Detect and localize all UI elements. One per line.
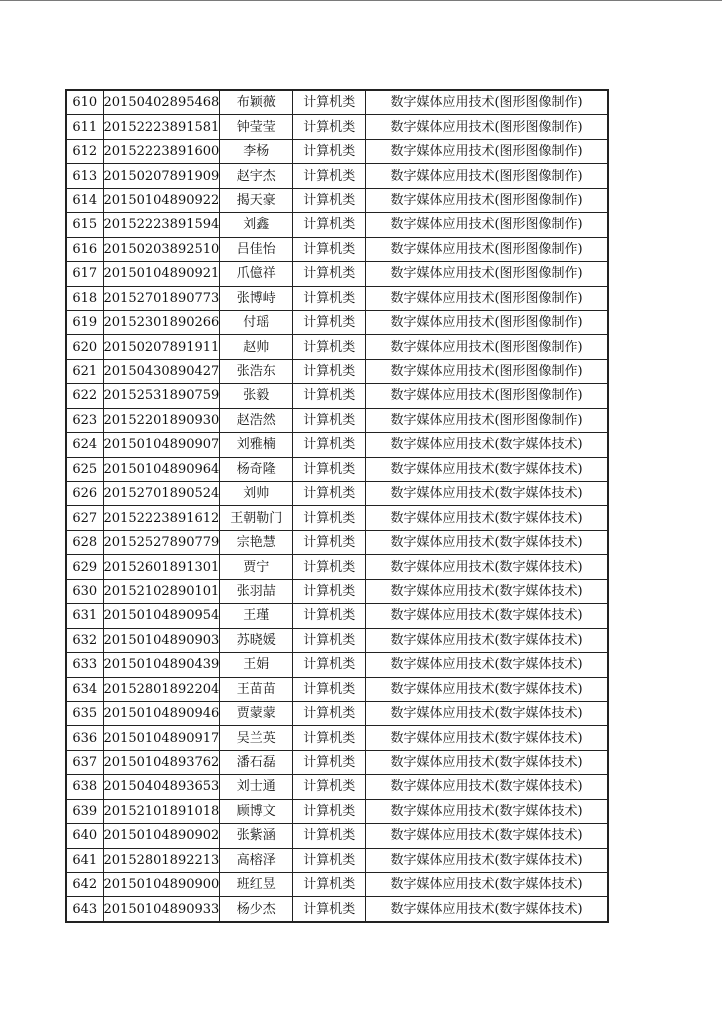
student-name-cell: 杨奇隆 <box>220 457 293 481</box>
candidate-id-cell: 20150404893653 <box>103 775 220 799</box>
category-cell: 计算机类 <box>293 457 366 481</box>
candidate-id-cell: 20150104890964 <box>103 457 220 481</box>
category-cell: 计算机类 <box>293 775 366 799</box>
candidate-id-cell: 20152531890759 <box>103 384 220 408</box>
category-cell: 计算机类 <box>293 237 366 261</box>
major-cell: 数字媒体应用技术(数字媒体技术) <box>366 433 608 457</box>
student-name-cell: 爪億祥 <box>220 262 293 286</box>
table-row <box>66 262 608 286</box>
row-number-cell: 640 <box>66 824 103 848</box>
category-cell: 计算机类 <box>293 653 366 677</box>
admission-list-table <box>65 89 609 923</box>
student-name-cell: 贾蒙蒙 <box>220 701 293 725</box>
table-row <box>66 115 608 139</box>
row-number-cell: 622 <box>66 384 103 408</box>
category-cell: 计算机类 <box>293 628 366 652</box>
major-cell: 数字媒体应用技术(数字媒体技术) <box>366 726 608 750</box>
student-name-cell: 高榕泽 <box>220 848 293 872</box>
student-name-cell: 李杨 <box>220 139 293 163</box>
table-row <box>66 286 608 310</box>
student-name-cell: 王朝勒门 <box>220 506 293 530</box>
row-number-cell: 615 <box>66 213 103 237</box>
table-row <box>66 482 608 506</box>
candidate-id-cell: 20152223891581 <box>103 115 220 139</box>
row-number-cell: 617 <box>66 262 103 286</box>
candidate-id-cell: 20150104890954 <box>103 604 220 628</box>
student-name-cell: 王瑾 <box>220 604 293 628</box>
table-row <box>66 530 608 554</box>
student-name-cell: 钟莹莹 <box>220 115 293 139</box>
student-name-cell: 苏晓媛 <box>220 628 293 652</box>
student-name-cell: 布颖薇 <box>220 90 293 115</box>
student-name-cell: 张毅 <box>220 384 293 408</box>
student-name-cell: 王苗苗 <box>220 677 293 701</box>
major-cell: 数字媒体应用技术(图形图像制作) <box>366 188 608 212</box>
major-cell: 数字媒体应用技术(数字媒体技术) <box>366 506 608 530</box>
student-name-cell: 赵浩然 <box>220 408 293 432</box>
candidate-id-cell: 20152801892213 <box>103 848 220 872</box>
candidate-id-cell: 20152223891594 <box>103 213 220 237</box>
row-number-cell: 636 <box>66 726 103 750</box>
major-cell: 数字媒体应用技术(数字媒体技术) <box>366 750 608 774</box>
student-name-cell: 宗艳慧 <box>220 530 293 554</box>
table-row <box>66 897 608 922</box>
category-cell: 计算机类 <box>293 726 366 750</box>
major-cell: 数字媒体应用技术(图形图像制作) <box>366 139 608 163</box>
table-row <box>66 775 608 799</box>
category-cell: 计算机类 <box>293 701 366 725</box>
category-cell: 计算机类 <box>293 873 366 897</box>
candidate-id-cell: 20152223891612 <box>103 506 220 530</box>
row-number-cell: 641 <box>66 848 103 872</box>
major-cell: 数字媒体应用技术(图形图像制作) <box>366 310 608 334</box>
category-cell: 计算机类 <box>293 408 366 432</box>
student-name-cell: 潘石磊 <box>220 750 293 774</box>
category-cell: 计算机类 <box>293 506 366 530</box>
student-name-cell: 揭天豪 <box>220 188 293 212</box>
category-cell: 计算机类 <box>293 310 366 334</box>
student-name-cell: 付瑶 <box>220 310 293 334</box>
student-name-cell: 赵宇杰 <box>220 164 293 188</box>
category-cell: 计算机类 <box>293 482 366 506</box>
student-name-cell: 刘雅楠 <box>220 433 293 457</box>
row-number-cell: 628 <box>66 530 103 554</box>
major-cell: 数字媒体应用技术(数字媒体技术) <box>366 457 608 481</box>
candidate-id-cell: 20150104890900 <box>103 873 220 897</box>
candidate-id-cell: 20150104890922 <box>103 188 220 212</box>
student-name-cell: 张羽喆 <box>220 579 293 603</box>
row-number-cell: 611 <box>66 115 103 139</box>
row-number-cell: 643 <box>66 897 103 922</box>
table-row <box>66 457 608 481</box>
table-row <box>66 848 608 872</box>
category-cell: 计算机类 <box>293 90 366 115</box>
major-cell: 数字媒体应用技术(图形图像制作) <box>366 359 608 383</box>
table-row <box>66 359 608 383</box>
row-number-cell: 621 <box>66 359 103 383</box>
student-name-cell: 张浩东 <box>220 359 293 383</box>
candidate-id-cell: 20150402895468 <box>103 90 220 115</box>
category-cell: 计算机类 <box>293 335 366 359</box>
category-cell: 计算机类 <box>293 262 366 286</box>
candidate-id-cell: 20150207891909 <box>103 164 220 188</box>
student-name-cell: 刘鑫 <box>220 213 293 237</box>
row-number-cell: 634 <box>66 677 103 701</box>
table-row <box>66 433 608 457</box>
candidate-id-cell: 20150104890907 <box>103 433 220 457</box>
category-cell: 计算机类 <box>293 555 366 579</box>
table-row <box>66 604 608 628</box>
row-number-cell: 631 <box>66 604 103 628</box>
major-cell: 数字媒体应用技术(数字媒体技术) <box>366 897 608 922</box>
student-name-cell: 杨少杰 <box>220 897 293 922</box>
student-name-cell: 刘帅 <box>220 482 293 506</box>
candidate-id-cell: 20150104890946 <box>103 701 220 725</box>
table-row <box>66 164 608 188</box>
student-name-cell: 顾博文 <box>220 799 293 823</box>
row-number-cell: 642 <box>66 873 103 897</box>
table-row <box>66 188 608 212</box>
category-cell: 计算机类 <box>293 848 366 872</box>
row-number-cell: 635 <box>66 701 103 725</box>
candidate-id-cell: 20152601891301 <box>103 555 220 579</box>
candidate-id-cell: 20150203892510 <box>103 237 220 261</box>
row-number-cell: 637 <box>66 750 103 774</box>
category-cell: 计算机类 <box>293 579 366 603</box>
row-number-cell: 629 <box>66 555 103 579</box>
row-number-cell: 632 <box>66 628 103 652</box>
student-name-cell: 张紫涵 <box>220 824 293 848</box>
major-cell: 数字媒体应用技术(图形图像制作) <box>366 384 608 408</box>
major-cell: 数字媒体应用技术(图形图像制作) <box>366 237 608 261</box>
student-name-cell: 贾宁 <box>220 555 293 579</box>
major-cell: 数字媒体应用技术(图形图像制作) <box>366 408 608 432</box>
category-cell: 计算机类 <box>293 530 366 554</box>
row-number-cell: 614 <box>66 188 103 212</box>
table-row <box>66 799 608 823</box>
category-cell: 计算机类 <box>293 799 366 823</box>
candidate-id-cell: 20150104890903 <box>103 628 220 652</box>
student-name-cell: 赵帅 <box>220 335 293 359</box>
table-row <box>66 579 608 603</box>
major-cell: 数字媒体应用技术(数字媒体技术) <box>366 482 608 506</box>
category-cell: 计算机类 <box>293 213 366 237</box>
major-cell: 数字媒体应用技术(图形图像制作) <box>366 335 608 359</box>
major-cell: 数字媒体应用技术(数字媒体技术) <box>366 677 608 701</box>
candidate-id-cell: 20152701890773 <box>103 286 220 310</box>
table-row <box>66 653 608 677</box>
row-number-cell: 610 <box>66 90 103 115</box>
row-number-cell: 618 <box>66 286 103 310</box>
table-row <box>66 701 608 725</box>
row-number-cell: 630 <box>66 579 103 603</box>
category-cell: 计算机类 <box>293 115 366 139</box>
category-cell: 计算机类 <box>293 188 366 212</box>
row-number-cell: 625 <box>66 457 103 481</box>
candidate-id-cell: 20150104890902 <box>103 824 220 848</box>
student-name-cell: 吴兰英 <box>220 726 293 750</box>
row-number-cell: 627 <box>66 506 103 530</box>
major-cell: 数字媒体应用技术(数字媒体技术) <box>366 579 608 603</box>
table-row <box>66 555 608 579</box>
major-cell: 数字媒体应用技术(数字媒体技术) <box>366 873 608 897</box>
category-cell: 计算机类 <box>293 604 366 628</box>
candidate-id-cell: 20150430890427 <box>103 359 220 383</box>
major-cell: 数字媒体应用技术(数字媒体技术) <box>366 555 608 579</box>
major-cell: 数字媒体应用技术(图形图像制作) <box>366 115 608 139</box>
category-cell: 计算机类 <box>293 286 366 310</box>
table-row <box>66 824 608 848</box>
candidate-id-cell: 20150104890921 <box>103 262 220 286</box>
major-cell: 数字媒体应用技术(数字媒体技术) <box>366 604 608 628</box>
table-row <box>66 90 608 115</box>
table-row <box>66 726 608 750</box>
row-number-cell: 626 <box>66 482 103 506</box>
row-number-cell: 623 <box>66 408 103 432</box>
candidate-id-cell: 20150104890439 <box>103 653 220 677</box>
row-number-cell: 613 <box>66 164 103 188</box>
candidate-id-cell: 20152223891600 <box>103 139 220 163</box>
candidate-id-cell: 20150104893762 <box>103 750 220 774</box>
table-row <box>66 408 608 432</box>
table-row <box>66 677 608 701</box>
student-name-cell: 刘士通 <box>220 775 293 799</box>
table-row <box>66 628 608 652</box>
table-row <box>66 384 608 408</box>
candidate-id-cell: 20152101891018 <box>103 799 220 823</box>
major-cell: 数字媒体应用技术(数字媒体技术) <box>366 824 608 848</box>
category-cell: 计算机类 <box>293 139 366 163</box>
category-cell: 计算机类 <box>293 384 366 408</box>
table-row <box>66 213 608 237</box>
page-top-rule <box>0 0 722 1</box>
row-number-cell: 616 <box>66 237 103 261</box>
row-number-cell: 612 <box>66 139 103 163</box>
table-row <box>66 506 608 530</box>
table-row <box>66 873 608 897</box>
candidate-id-cell: 20152801892204 <box>103 677 220 701</box>
row-number-cell: 624 <box>66 433 103 457</box>
category-cell: 计算机类 <box>293 824 366 848</box>
student-name-cell: 班红昱 <box>220 873 293 897</box>
candidate-id-cell: 20152301890266 <box>103 310 220 334</box>
table-row <box>66 335 608 359</box>
row-number-cell: 639 <box>66 799 103 823</box>
category-cell: 计算机类 <box>293 433 366 457</box>
table-row <box>66 237 608 261</box>
candidate-id-cell: 20152701890524 <box>103 482 220 506</box>
candidate-id-cell: 20152102890101 <box>103 579 220 603</box>
major-cell: 数字媒体应用技术(数字媒体技术) <box>366 799 608 823</box>
major-cell: 数字媒体应用技术(数字媒体技术) <box>366 848 608 872</box>
category-cell: 计算机类 <box>293 677 366 701</box>
candidate-id-cell: 20152527890779 <box>103 530 220 554</box>
student-name-cell: 张博峙 <box>220 286 293 310</box>
major-cell: 数字媒体应用技术(数字媒体技术) <box>366 653 608 677</box>
table-row <box>66 139 608 163</box>
major-cell: 数字媒体应用技术(数字媒体技术) <box>366 775 608 799</box>
major-cell: 数字媒体应用技术(数字媒体技术) <box>366 628 608 652</box>
category-cell: 计算机类 <box>293 897 366 922</box>
major-cell: 数字媒体应用技术(数字媒体技术) <box>366 530 608 554</box>
candidate-id-cell: 20150207891911 <box>103 335 220 359</box>
student-name-cell: 王娟 <box>220 653 293 677</box>
student-name-cell: 吕佳怡 <box>220 237 293 261</box>
candidate-id-cell: 20150104890933 <box>103 897 220 922</box>
category-cell: 计算机类 <box>293 359 366 383</box>
row-number-cell: 633 <box>66 653 103 677</box>
table-row <box>66 750 608 774</box>
major-cell: 数字媒体应用技术(图形图像制作) <box>366 286 608 310</box>
row-number-cell: 620 <box>66 335 103 359</box>
major-cell: 数字媒体应用技术(图形图像制作) <box>366 213 608 237</box>
candidate-id-cell: 20152201890930 <box>103 408 220 432</box>
category-cell: 计算机类 <box>293 750 366 774</box>
major-cell: 数字媒体应用技术(数字媒体技术) <box>366 701 608 725</box>
candidate-id-cell: 20150104890917 <box>103 726 220 750</box>
major-cell: 数字媒体应用技术(图形图像制作) <box>366 262 608 286</box>
major-cell: 数字媒体应用技术(图形图像制作) <box>366 164 608 188</box>
row-number-cell: 638 <box>66 775 103 799</box>
table-body <box>66 90 608 922</box>
category-cell: 计算机类 <box>293 164 366 188</box>
major-cell: 数字媒体应用技术(图形图像制作) <box>366 90 608 115</box>
table-row <box>66 310 608 334</box>
row-number-cell: 619 <box>66 310 103 334</box>
